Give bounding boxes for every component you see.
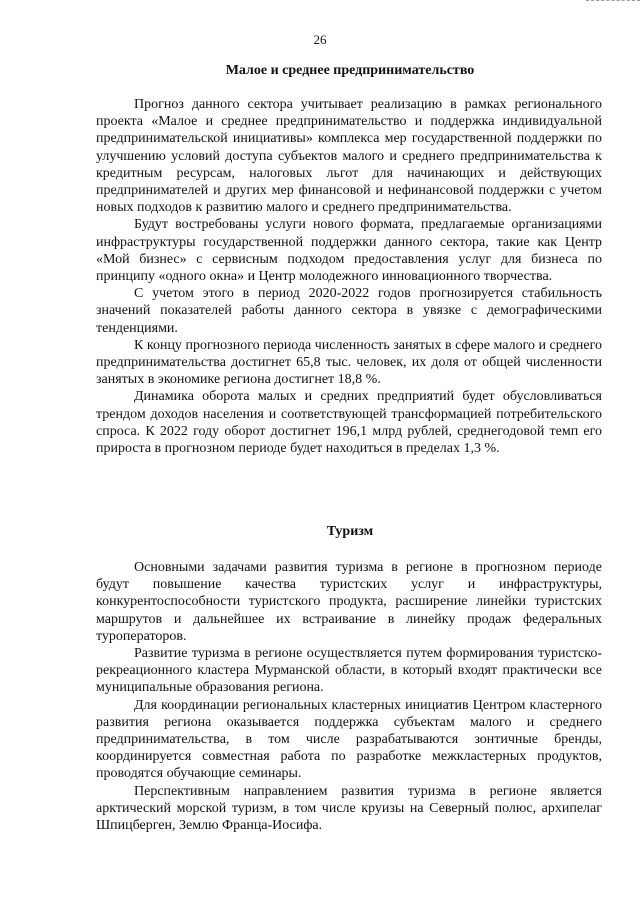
scan-edge-mark — [586, 0, 640, 3]
paragraph: Перспективным направлением развития туризма в регионе является арктический морской туризм, в том числе круизы на Северный полюс, архипелаг Шпицберген, Землю Франца-Иосифа. — [96, 783, 602, 834]
paragraph: Развитие туризма в регионе осуществляется путем формирования туристско-рекреационного кластера Мурманской области, в который входят практически все муниципальные образования региона. — [96, 646, 602, 696]
paragraph: Будут востребованы услуги нового формата, предлагаемые организациями инфраструктуры государственной поддержки данного сектора, такие как Центр «Мой бизнес» с сервисным подходом предоставления услуг для бизнеса по принципу «одного окна» и Центр молодежного инновационного творчества. — [96, 217, 602, 285]
paragraph: С учетом этого в период 2020-2022 годов прогнозируется стабильность значений показателей работы данного сектора в увязке с демографическими тенденциями. — [96, 286, 602, 336]
section-heading-tourism: Туризм — [326, 524, 374, 539]
paragraph: Для координации региональных кластерных инициатив Центром кластерного развития региона оказывается поддержка субъектам малого и среднего предпринимательства, в том числе разрабатываются зонтичные бренды, координируется совместная работа по разработке межкластерных продуктов, проводятся обучающие семинары. — [96, 697, 602, 782]
page-number: 26 — [313, 32, 327, 47]
paragraph: Динамика оборота малых и средних предприятий будет обусловливаться трендом доходов населения и соответствующей трансформацией потребительского спроса. К 2022 году оборот достигнет 196,1 млрд рублей, среднегодовой темп его прироста в прогнозном периоде будет находиться в пределах 1,3 %. — [96, 389, 602, 457]
section-tourism-body — [96, 559, 602, 834]
section-heading-small-business: Малое и среднее предпринимательство — [225, 63, 475, 78]
section-small-business-body — [96, 96, 602, 457]
paragraph: Прогноз данного сектора учитывает реализацию в рамках регионального проекта «Малое и среднее предпринимательство и поддержка индивидуальной предпринимательской инициативы» комплекса мер государственной поддержки по улучшению условий доступа субъектов малого и среднего предпринимательства к кредитным ресурсам, налоговых льгот для начинающих и действующих предпринимателей и других мер финансовой и нефинансовой поддержки с учетом новых подходов к развитию малого и среднего предпринимательства. — [96, 97, 602, 216]
paragraph: Основными задачами развития туризма в регионе в прогнозном периоде будут повышение качества туристских услуг и инфраструктуры, конкурентоспособности туристского продукта, расширение линейки туристских маршрутов и дальнейшее их встраивание в линейку продаж федеральных туроператоров. — [96, 560, 602, 644]
paragraph: К концу прогнозного периода численность занятых в сфере малого и среднего предпринимательства достигнет 65,8 тыс. человек, их доля от общей численности занятых в экономике региона достигнет 18,8 %. — [96, 337, 602, 388]
